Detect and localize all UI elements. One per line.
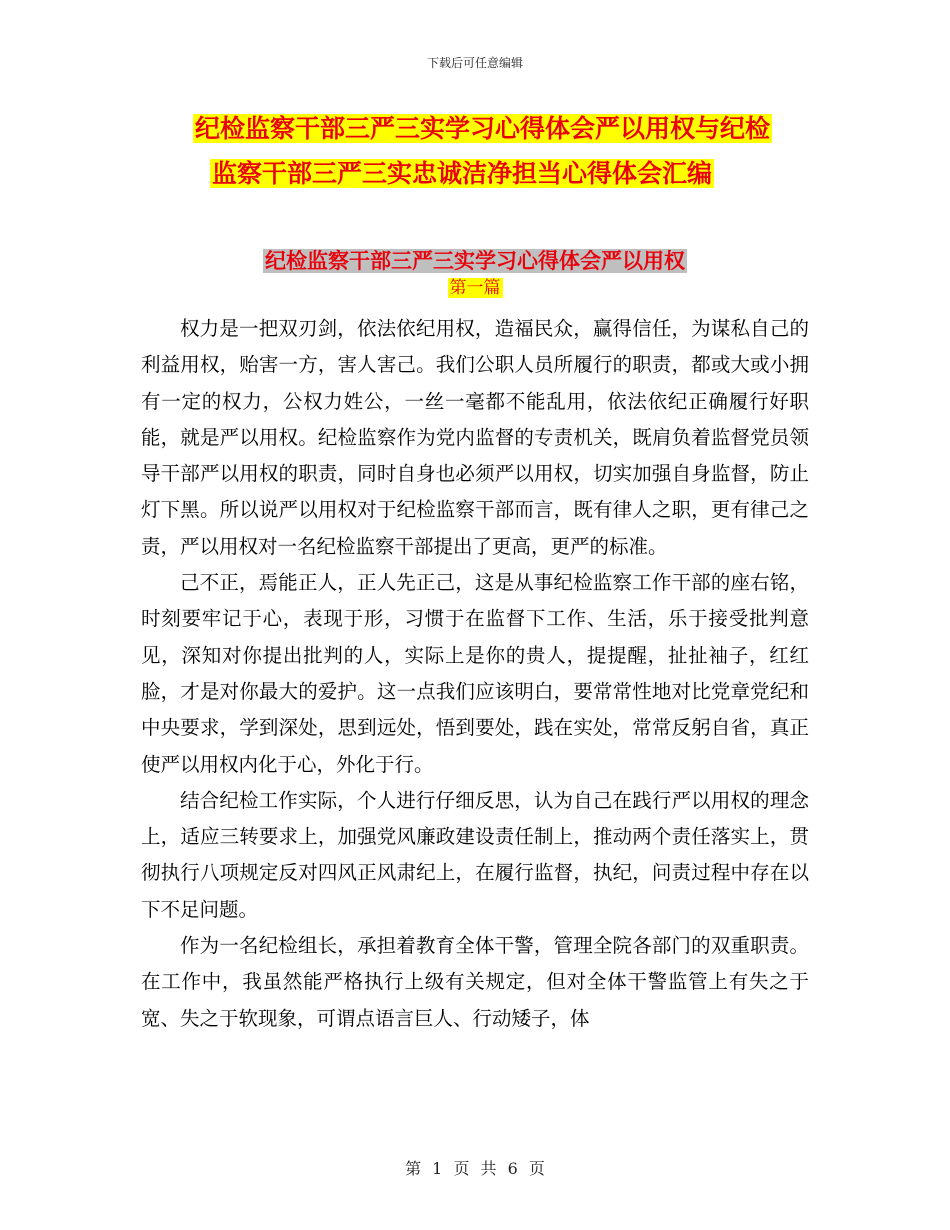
section-subtitle [0,277,950,299]
section-title [0,247,950,275]
document-body [141,311,809,1037]
page-footer: 第 1 页 共 6 页 [405,1159,545,1178]
section-subtitle-text: 第一篇 [449,278,501,298]
paragraph: 作为一名纪检组长，承担着教育全体干警，管理全院各部门的双重职责。在工作中，我虽然能严格执行上级有关规定，但对全体干警监管上有失之于宽、失之于软现象，可谓点语言巨人、行动矮子，体 [141,934,809,1030]
document-title-line-2 [210,157,830,191]
paragraph: 权力是一把双刃剑，依法依纪用权，造福民众，赢得信任，为谋私自己的利益用权，贻害一方，害人害己。我们公职人员所履行的职责，都或大或小拥有一定的权力，公权力姓公，一丝一毫都不能乱用，依法依纪正确履行好职能，就是严以用权。纪检监察作为党内监督的专责机关，既肩负着监督党员领导干部严以用权的职责，同时自身也必须严以用权，切实加强自身监督，防止灯下黑。所以说严以用权对于纪检监察干部而言，既有律人之职，更有律己之责，严以用权对一名纪检监察干部提出了更高，更严的标准。 [141,317,809,558]
page-header: 下载后可任意编辑 [426,56,523,70]
paragraph: 己不正，焉能正人，正人先正己，这是从事纪检监察工作干部的座右铭，时刻要牢记于心，表现于形，习惯于在监督下工作、生活，乐于接受批判意见，深知对你提出批判的人，实际上是你的贵人，提提醒，扯扯袖子，红红脸，才是对你最大的爱护。这一点我们应该明白，要常常性地对比党章党纪和中央要求，学到深处，思到远处，悟到要处，践在实处，常常反躬自省，真正使严以用权内化于心，外化于行。 [141,571,809,776]
document-title-line-2-text: 监察干部三严三实忠诚洁净担当心得体会汇编 [212,159,713,188]
document-title-line-1 [193,112,813,146]
section-title-text: 纪检监察干部三严三实学习心得体会严以用权 [265,249,685,273]
paragraph: 结合纪检工作实际，个人进行仔细反思，认为自己在践行严以用权的理念上，适应三转要求上，加强党风廉政建设责任制上，推动两个责任落实上，贯彻执行八项规定反对四风正风肃纪上，在履行监督，执纪，问责过程中存在以下不足问题。 [141,788,809,921]
document-title-line-1-text: 纪检监察干部三严三实学习心得体会严以用权与纪检 [195,114,771,143]
